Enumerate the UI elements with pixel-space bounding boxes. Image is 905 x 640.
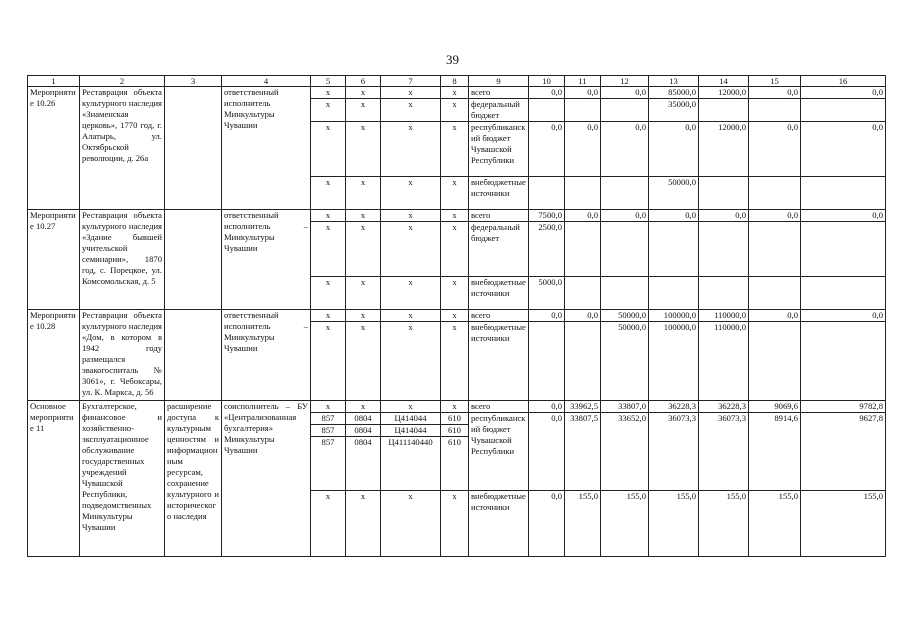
event-name: Основное мероприятие 11 [28, 401, 80, 557]
cell [749, 177, 801, 210]
cell [699, 99, 749, 122]
cell: 0,0 [749, 122, 801, 177]
page-number: 39 [446, 52, 459, 67]
cell: 0,0 [565, 210, 601, 222]
cell: внебюджетные источники [469, 277, 529, 310]
cell: 0,0 [565, 87, 601, 99]
cell: x [346, 87, 381, 99]
cell: x [441, 210, 469, 222]
cell: 33652,0 [601, 413, 649, 491]
cell: 12000,0 [699, 122, 749, 177]
cell [801, 177, 886, 210]
cell: x [381, 210, 441, 222]
col-header: 3 [165, 76, 222, 87]
cell: 9069,6 [749, 401, 801, 413]
cell: федеральный бюджет [469, 222, 529, 277]
cell: x [311, 491, 346, 557]
cell [749, 99, 801, 122]
col-header: 15 [749, 76, 801, 87]
cell: 110000,0 [699, 310, 749, 322]
cell: 0,0 [699, 210, 749, 222]
cell: 0,0 [601, 122, 649, 177]
cell: 155,0 [565, 491, 601, 557]
cell: 12000,0 [699, 87, 749, 99]
cell: x [346, 277, 381, 310]
cell: 9627,8 [801, 413, 886, 491]
responsible: соисполнитель – БУ «Централизованная бухгалтерия» Минкультуры Чувашии [222, 401, 311, 557]
cell: 0,0 [565, 122, 601, 177]
cell: 0,0 [749, 310, 801, 322]
col-header: 2 [80, 76, 165, 87]
cell: федеральный бюджет [469, 99, 529, 122]
table-row [28, 310, 886, 322]
cell [601, 177, 649, 210]
cell: x [311, 277, 346, 310]
cell [649, 222, 699, 277]
event-result: расширение доступа к культурным ценностям и информационным ресурсам, сохранение культурного и исторического наследия [165, 401, 222, 557]
cell: 0,0 [601, 87, 649, 99]
cell: 8914,6 [749, 413, 801, 491]
cell: x [441, 177, 469, 210]
cell: x [346, 491, 381, 557]
cell [565, 222, 601, 277]
cell: x [311, 322, 346, 401]
cell: 0,0 [801, 310, 886, 322]
cell: 0,0 [749, 87, 801, 99]
cell: 155,0 [649, 491, 699, 557]
cell: 155,0 [801, 491, 886, 557]
cell: 100000,0 [649, 322, 699, 401]
budget-table [27, 75, 886, 557]
cell [601, 277, 649, 310]
cell: 857 [311, 425, 346, 437]
responsible: ответственный исполнитель Минкультуры Чувашии [222, 87, 311, 210]
cell: 857 [311, 437, 346, 491]
cell: x [441, 222, 469, 277]
cell: 50000,0 [649, 177, 699, 210]
cell: 2500,0 [529, 222, 565, 277]
col-header: 14 [699, 76, 749, 87]
cell: x [441, 122, 469, 177]
cell: x [346, 122, 381, 177]
cell [801, 322, 886, 401]
event-description: Реставрация объекта культурного наследия «Дом, в котором в 1942 году размещался эвакогоспиталь № 3061», г. Чебоксары, ул. К. Маркса, д. 56 [80, 310, 165, 401]
cell: внебюджетные источники [469, 491, 529, 557]
cell [649, 277, 699, 310]
event-description: Реставрация объекта культурного наследия «Знаменская церковь», 1770 год, г. Алатырь, ул. Октябрьской революции, д. 26а [80, 87, 165, 210]
cell: x [311, 122, 346, 177]
cell: 35000,0 [649, 99, 699, 122]
cell: x [311, 177, 346, 210]
cell: 100000,0 [649, 310, 699, 322]
cell: республиканский бюджет Чувашской Республики [469, 122, 529, 177]
cell [801, 277, 886, 310]
col-header: 10 [529, 76, 565, 87]
cell [749, 222, 801, 277]
cell: 36228,3 [649, 401, 699, 413]
cell: x [346, 210, 381, 222]
cell: 610 [441, 413, 469, 425]
cell [565, 99, 601, 122]
cell: 0,0 [649, 122, 699, 177]
cell: 0804 [346, 425, 381, 437]
event-description: Бухгалтерское, финансовое и хозяйственно-эксплуатационное обслуживание государственных учреждений Чувашской Республики, подведомственных Минкультуры Чувашии [80, 401, 165, 557]
cell: x [311, 99, 346, 122]
col-header: 1 [28, 76, 80, 87]
table-row [28, 210, 886, 222]
cell: 50000,0 [601, 322, 649, 401]
cell: 0,0 [565, 310, 601, 322]
cell: всего [469, 87, 529, 99]
cell: 0,0 [529, 491, 565, 557]
cell: x [441, 99, 469, 122]
cell: 36228,3 [699, 401, 749, 413]
event-name: Мероприятие 10.28 [28, 310, 80, 401]
cell: внебюджетные источники [469, 322, 529, 401]
responsible: ответственный исполнитель – Минкультуры Чувашии [222, 210, 311, 310]
cell: x [381, 99, 441, 122]
cell: x [346, 177, 381, 210]
cell: x [381, 277, 441, 310]
cell: x [346, 310, 381, 322]
cell: 857 [311, 413, 346, 425]
cell: 0,0 [749, 210, 801, 222]
cell: 610 [441, 437, 469, 491]
cell: x [311, 222, 346, 277]
cell: всего [469, 401, 529, 413]
cell [699, 222, 749, 277]
cell [565, 177, 601, 210]
cell: x [346, 99, 381, 122]
responsible: ответственный исполнитель – Минкультуры Чувашии [222, 310, 311, 401]
cell: внебюджетные источники [469, 177, 529, 210]
cell: 0804 [346, 437, 381, 491]
event-result [165, 310, 222, 401]
cell: 7500,0 [529, 210, 565, 222]
cell: 610 [441, 425, 469, 437]
cell: 9782,8 [801, 401, 886, 413]
cell: 0,0 [801, 122, 886, 177]
event-result [165, 87, 222, 210]
cell: x [441, 87, 469, 99]
col-header: 7 [381, 76, 441, 87]
cell: 110000,0 [699, 322, 749, 401]
col-header: 6 [346, 76, 381, 87]
cell: 0,0 [529, 310, 565, 322]
cell: x [381, 401, 441, 413]
cell: x [381, 177, 441, 210]
cell: 155,0 [601, 491, 649, 557]
cell [749, 277, 801, 310]
cell: 33807,5 [565, 413, 601, 491]
event-description: Реставрация объекта культурного наследия «Здание бывшей учительской семинарии», 1870 год, с. Порецкое, ул. Комсомольская, д. 5 [80, 210, 165, 310]
cell: 36073,3 [699, 413, 749, 491]
cell: x [441, 277, 469, 310]
cell [699, 277, 749, 310]
cell: всего [469, 210, 529, 222]
col-header: 5 [311, 76, 346, 87]
cell: 0,0 [529, 122, 565, 177]
col-header: 4 [222, 76, 311, 87]
cell: 0,0 [529, 401, 565, 413]
cell: x [346, 401, 381, 413]
col-header: 12 [601, 76, 649, 87]
cell: 0,0 [801, 210, 886, 222]
cell: 33962,5 [565, 401, 601, 413]
cell [565, 277, 601, 310]
cell [529, 177, 565, 210]
cell: 0,0 [529, 87, 565, 99]
cell: 0,0 [529, 413, 565, 491]
cell: x [346, 322, 381, 401]
cell: Ц411140440 [381, 437, 441, 491]
cell: 50000,0 [601, 310, 649, 322]
cell: x [381, 122, 441, 177]
cell: x [311, 210, 346, 222]
cell: Ц414044 [381, 413, 441, 425]
cell: x [441, 401, 469, 413]
cell: 155,0 [699, 491, 749, 557]
cell: республиканский бюджет Чувашской Республики [469, 413, 529, 491]
cell: x [311, 87, 346, 99]
cell: 0,0 [801, 87, 886, 99]
cell: Ц414044 [381, 425, 441, 437]
col-header: 8 [441, 76, 469, 87]
cell: x [381, 310, 441, 322]
cell [801, 222, 886, 277]
cell: x [381, 87, 441, 99]
cell [601, 99, 649, 122]
col-header: 13 [649, 76, 699, 87]
table-row [28, 401, 886, 413]
col-header: 16 [801, 76, 886, 87]
col-header: 11 [565, 76, 601, 87]
cell: 85000,0 [649, 87, 699, 99]
cell: 5000,0 [529, 277, 565, 310]
cell: x [311, 401, 346, 413]
header-row [28, 76, 886, 87]
col-header: 9 [469, 76, 529, 87]
event-name: Мероприятие 10.26 [28, 87, 80, 210]
cell [529, 322, 565, 401]
cell: x [441, 322, 469, 401]
cell [749, 322, 801, 401]
event-name: Мероприятие 10.27 [28, 210, 80, 310]
cell [801, 99, 886, 122]
table-row [28, 87, 886, 99]
cell: x [381, 222, 441, 277]
cell: x [441, 310, 469, 322]
cell: 36073,3 [649, 413, 699, 491]
cell: всего [469, 310, 529, 322]
cell: x [441, 491, 469, 557]
cell: 155,0 [749, 491, 801, 557]
cell [699, 177, 749, 210]
event-result [165, 210, 222, 310]
cell [565, 322, 601, 401]
cell: x [381, 491, 441, 557]
cell: x [311, 310, 346, 322]
cell: x [346, 222, 381, 277]
cell: 33807,0 [601, 401, 649, 413]
cell: 0804 [346, 413, 381, 425]
cell: 0,0 [601, 210, 649, 222]
cell [529, 99, 565, 122]
cell: 0,0 [649, 210, 699, 222]
cell [601, 222, 649, 277]
cell: x [381, 322, 441, 401]
